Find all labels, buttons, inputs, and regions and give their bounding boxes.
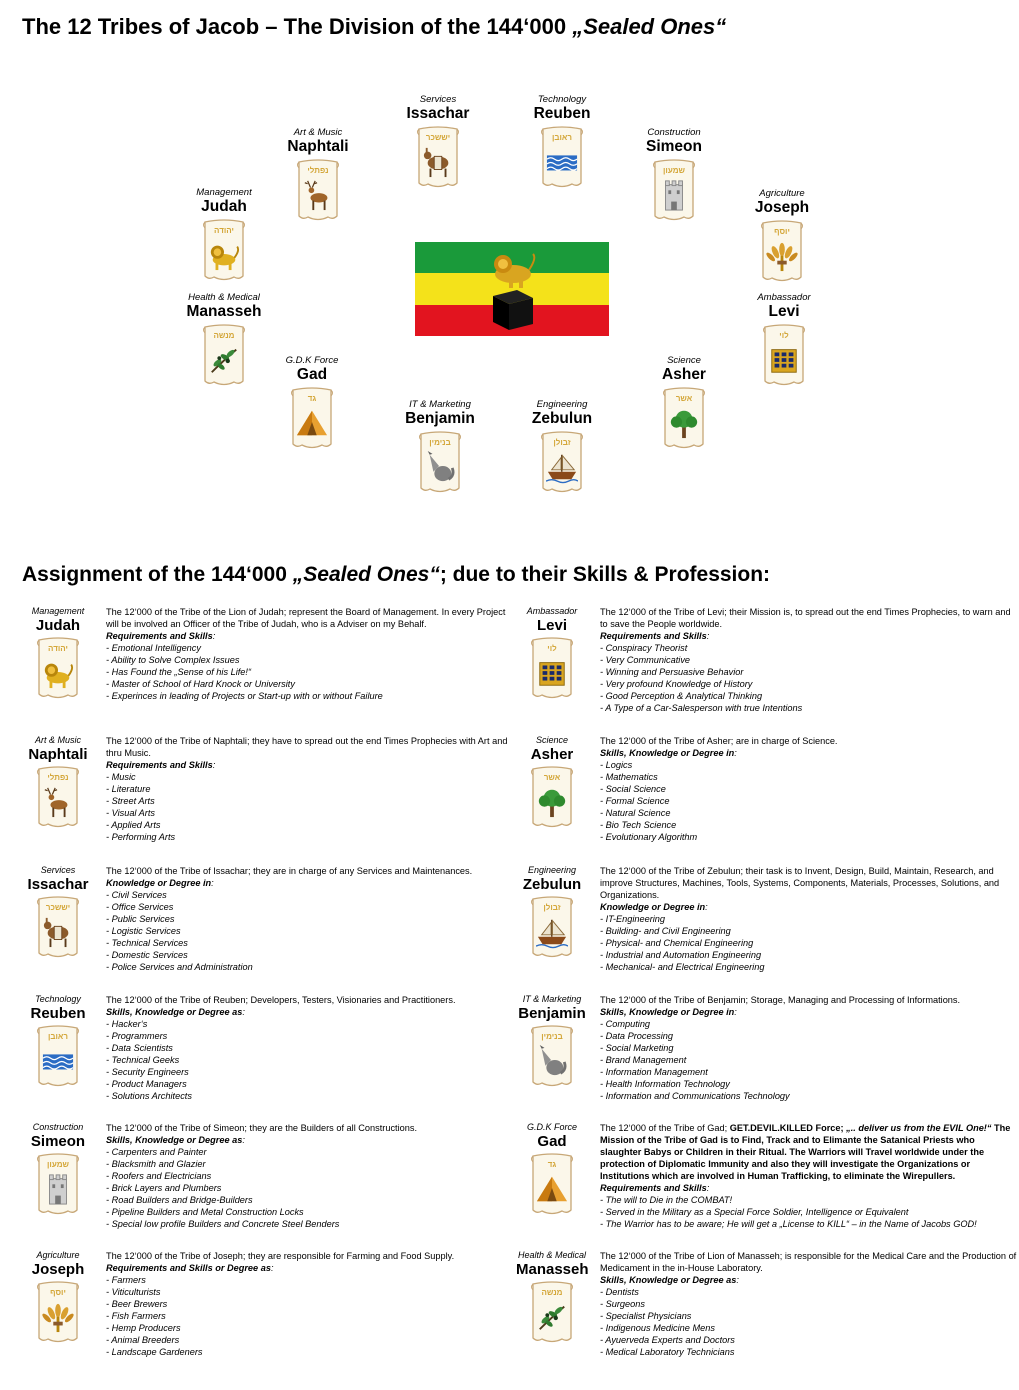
tribe-name: Issachar: [406, 105, 470, 122]
tribe-name: Naphtali: [28, 746, 88, 763]
skill-item: - Viticulturists: [106, 1287, 161, 1297]
tribe-name: Reuben: [30, 1005, 86, 1022]
banner-scroll: [33, 895, 83, 959]
flag: [415, 242, 609, 336]
tribe-category: Ambassador: [526, 606, 578, 616]
tribe-entry-naphtali: [22, 735, 516, 860]
hebrew-name: מנשה: [213, 331, 235, 340]
entry-text: [106, 606, 516, 702]
skills-list: [106, 771, 516, 843]
tent-icon: [536, 1172, 568, 1206]
skill-item: - Information Management: [600, 1067, 708, 1077]
hebrew-name: לוי: [779, 331, 789, 340]
skill-item: - Dentists: [600, 1287, 639, 1297]
tribe-entry-levi: [516, 606, 1018, 731]
tribe-badge: [516, 865, 588, 959]
wheat-icon: [42, 1300, 74, 1334]
entry-text: [600, 735, 1018, 843]
banner-scroll: [527, 1152, 577, 1216]
ship-icon: [536, 915, 568, 949]
banner-scroll: [33, 636, 83, 700]
tribe-category: Agriculture: [36, 1250, 80, 1260]
tribe-entry-simeon: [22, 1122, 516, 1247]
skill-item: - Brand Management: [600, 1055, 687, 1065]
entry-intro: The 12‘000 of the Tribe of Reuben; Developers, Testers, Visionaries and Practitioners.: [106, 995, 456, 1005]
skill-item: - Experinces in leading of Projects or Start-up with or without Failure: [106, 691, 383, 701]
skill-item: - Beer Brewers: [106, 1299, 168, 1309]
entry-intro: The 12‘000 of the Tribe of Levi; their Mission is, to spread out the end Times Prophecies, to warn and to save the People worldwide.: [600, 607, 1011, 629]
skill-item: - Blacksmith and Glazier: [106, 1159, 206, 1169]
skills-list: [600, 642, 1018, 714]
tribe-badge: [516, 606, 588, 700]
skill-item: - Evolutionary Algorithm: [600, 832, 698, 842]
lion-icon: [208, 238, 240, 272]
hebrew-name: גד: [307, 394, 317, 403]
tower-icon: [658, 178, 690, 212]
tribe-name: Levi: [536, 617, 567, 634]
banner-scroll: [287, 386, 337, 450]
skill-item: - A Type of a Car-Salesperson with true Intentions: [600, 703, 803, 713]
tribe-category: Art & Music: [34, 735, 81, 745]
banner-scroll: [659, 386, 709, 450]
skill-item: - Ayuerveda Experts and Doctors: [600, 1335, 735, 1345]
hebrew-name: נפתלי: [307, 166, 329, 175]
tribe-badge: [516, 735, 588, 829]
hebrew-name: בנימין: [541, 1032, 563, 1041]
skill-item: - Landscape Gardeners: [106, 1347, 203, 1357]
entry-intro: The 12‘000 of the Tribe of Naphtali; they have to spread out the end Times Prophecies with Art and thru Music.: [106, 736, 508, 758]
skill-item: - Ability to Solve Complex Issues: [106, 655, 240, 665]
entry-text: [600, 865, 1018, 973]
skill-item: - Office Services: [106, 902, 174, 912]
skill-item: - Served in the Military as a Special Force Soldier, Intelligence or Equivalent: [600, 1207, 909, 1217]
tribe-badge: [22, 735, 94, 829]
hebrew-name: זבולן: [553, 438, 571, 447]
entry-intro: The 12‘000 of the Tribe of Simeon; they are the Builders of all Constructions.: [106, 1123, 418, 1133]
wheel-tribe-benjamin: [380, 399, 500, 494]
skill-item: - Civil Services: [106, 890, 167, 900]
tribe-badge: [516, 1250, 588, 1344]
hebrew-name: נפתלי: [47, 773, 69, 782]
entry-text: [106, 1122, 516, 1230]
skill-item: - Brick Layers and Plumbers: [106, 1183, 222, 1193]
wolf-icon: [536, 1044, 568, 1078]
skill-item: - Hemp Producers: [106, 1323, 181, 1333]
tribe-category: G.D.K Force: [526, 1122, 577, 1132]
skill-item: - Very Communicative: [600, 655, 691, 665]
requirements-label: Requirements and Skills:: [106, 631, 216, 641]
lion-icon: [42, 656, 74, 690]
skill-item: - Winning and Persuasive Behavior: [600, 667, 744, 677]
wheel-tribe-issachar: [378, 94, 498, 189]
skill-item: - Information and Communications Technology: [600, 1091, 790, 1101]
skill-item: - IT-Engineering: [600, 914, 666, 924]
entry-text: [106, 994, 516, 1102]
wheel-tribe-gad: [252, 355, 372, 450]
tribe-name: Joseph: [754, 199, 810, 216]
tribe-badge: [22, 865, 94, 959]
tribe-category: Construction: [32, 1122, 84, 1132]
skill-item: - Emotional Intelligency: [106, 643, 201, 653]
tribe-entry-judah: [22, 606, 516, 731]
tribe-category: Technology: [537, 94, 587, 105]
entry-intro: The 12‘000 of the Tribe of Benjamin; Storage, Managing and Processing of Informations.: [600, 995, 961, 1005]
requirements-label: Requirements and Skills:: [600, 1183, 710, 1193]
donkey-icon: [422, 145, 454, 179]
tribe-name: Gad: [537, 1133, 567, 1150]
tribe-badge: [22, 1250, 94, 1344]
tribe-category: IT & Marketing: [409, 399, 471, 410]
skill-item: - Has Found the „Sense of his Life!“: [106, 667, 252, 677]
donkey-icon: [42, 915, 74, 949]
tribe-name: Gad: [296, 366, 328, 383]
tribe-category: IT & Marketing: [522, 994, 582, 1004]
banner-scroll: [33, 1280, 83, 1344]
tribe-entry-manasseh: [516, 1250, 1018, 1375]
tribe-name: Simeon: [30, 1133, 86, 1150]
skills-list: [600, 913, 1018, 973]
cube-icon: [489, 286, 537, 332]
tribe-category: Construction: [647, 127, 701, 138]
tribe-category: Services: [40, 865, 76, 875]
skill-item: - Visual Arts: [106, 808, 156, 818]
skills-list: [106, 642, 516, 702]
entry-text: [600, 1250, 1018, 1358]
skill-item: - Medical Laboratory Technicians: [600, 1347, 735, 1357]
hebrew-name: אשר: [543, 773, 561, 782]
skill-item: - Health Information Technology: [600, 1079, 730, 1089]
hebrew-name: בנימין: [429, 438, 451, 447]
skills-list: [600, 1286, 1018, 1358]
skills-list: [106, 889, 516, 973]
hebrew-name: יששכר: [425, 133, 451, 142]
tribe-name: Judah: [35, 617, 81, 634]
banner-scroll: [537, 125, 587, 189]
requirements-label: Requirements and Skills:: [106, 760, 216, 770]
banner-scroll: [33, 765, 83, 829]
skill-item: - Data Processing: [600, 1031, 674, 1041]
tribe-name: Naphtali: [287, 138, 349, 155]
banner-scroll: [293, 158, 343, 222]
tent-icon: [296, 406, 328, 440]
tribe-name: Asher: [662, 366, 706, 383]
tribe-name: Simeon: [646, 138, 702, 155]
banner-scroll: [415, 430, 465, 494]
tribe-category: G.D.K Force: [285, 355, 339, 366]
tribe-category: Engineering: [527, 865, 577, 875]
olive-branch-icon: [536, 1300, 568, 1334]
banner-scroll: [757, 219, 807, 283]
skill-item: - Programmers: [106, 1031, 168, 1041]
tribe-category: Science: [667, 355, 701, 366]
skill-item: - Security Engineers: [106, 1067, 189, 1077]
breastplate-icon: [536, 656, 568, 690]
entry-text: [106, 865, 516, 973]
tribe-category: Management: [196, 187, 252, 198]
wheat-icon: [766, 239, 798, 273]
skills-list: [106, 1018, 516, 1102]
tribe-category: Management: [31, 606, 85, 616]
tribe-badge: [516, 994, 588, 1088]
skill-item: - Logics: [600, 760, 633, 770]
skill-item: - Applied Arts: [106, 820, 161, 830]
skill-item: - Master of School of Hard Knock or University: [106, 679, 295, 689]
hebrew-name: לוי: [547, 644, 557, 653]
tribe-name: Joseph: [31, 1261, 85, 1278]
skill-item: - Special low profile Builders and Concrete Steel Benders: [106, 1219, 340, 1229]
skills-list: [600, 1194, 1018, 1230]
skill-item: - Police Services and Administration: [106, 962, 253, 972]
tribe-badge: [22, 1122, 94, 1216]
skill-item: - Social Marketing: [600, 1043, 674, 1053]
tribe-name: Reuben: [533, 105, 591, 122]
hebrew-name: יוסף: [774, 227, 790, 236]
skill-item: - Technical Services: [106, 938, 188, 948]
skill-item: - Product Managers: [106, 1079, 187, 1089]
requirements-label: Skills, Knowledge or Degree as:: [106, 1007, 245, 1017]
skill-item: - Data Scientists: [106, 1043, 173, 1053]
skill-item: - Pipeline Builders and Metal Construction Locks: [106, 1207, 304, 1217]
skills-list: [600, 759, 1018, 843]
deer-icon: [302, 178, 334, 212]
hebrew-name: ראובן: [47, 1032, 68, 1041]
skills-list: [600, 1018, 1018, 1102]
skill-item: - Logistic Services: [106, 926, 181, 936]
deer-icon: [42, 785, 74, 819]
hebrew-name: מנשה: [541, 1288, 563, 1297]
water-icon: [546, 145, 578, 179]
hebrew-name: שמעון: [663, 166, 685, 175]
tribe-category: Ambassador: [757, 292, 811, 303]
skill-item: - Hacker‘s: [106, 1019, 148, 1029]
lion-icon: [489, 252, 537, 288]
banner-scroll: [527, 1280, 577, 1344]
tribe-entry-benjamin: [516, 994, 1018, 1119]
banner-scroll: [649, 158, 699, 222]
skill-item: - The Warrior has to be aware; He will get a „License to KILL“ – in the Name of Jacobs GOD!: [600, 1219, 977, 1229]
entry-intro: The 12‘000 of the Tribe of Joseph; they are responsible for Farming and Food Supply.: [106, 1251, 455, 1261]
entry-intro: The 12‘000 of the Tribe of Zebulun; their task is to Invent, Design, Build, Maintain, Research, and improve Structures, Machines, Tools, Systems, Components, Materials, Processes, Solutions, and Organizations.: [600, 866, 1000, 900]
skill-item: - Technical Geeks: [106, 1055, 180, 1065]
tribe-category: Health & Medical: [517, 1250, 587, 1260]
skill-item: - Indigenous Medicine Mens: [600, 1323, 715, 1333]
entry-intro: The 12‘000 of the Tribe of the Lion of Judah; represent the Board of Management. In every Project will be involved an Officer of the Tribe of Judah, who is a Adviser on my Behalf.: [106, 607, 506, 629]
skill-item: - Carpenters and Painter: [106, 1147, 207, 1157]
tribe-entry-reuben: [22, 994, 516, 1119]
tribe-badge: [22, 994, 94, 1088]
tribe-category: Engineering: [536, 399, 588, 410]
skill-item: - Good Perception & Analytical Thinking: [600, 691, 763, 701]
skill-item: - The will to Die in the COMBAT!: [600, 1195, 733, 1205]
tribe-name: Zebulun: [531, 410, 593, 427]
skill-item: - Natural Science: [600, 808, 671, 818]
skill-item: - Literature: [106, 784, 151, 794]
tribe-entry-gad: [516, 1122, 1018, 1247]
skill-item: - Street Arts: [106, 796, 155, 806]
requirements-label: Skills, Knowledge or Degree as:: [600, 1275, 739, 1285]
skill-item: - Public Services: [106, 914, 175, 924]
entry-text: [106, 735, 516, 843]
skill-item: - Road Builders and Bridge-Builders: [106, 1195, 253, 1205]
banner-scroll: [527, 636, 577, 700]
skill-item: - Conspiracy Theorist: [600, 643, 688, 653]
wheel-tribe-zebulun: [502, 399, 622, 494]
skill-item: - Bio Tech Science: [600, 820, 677, 830]
wheel-tribe-reuben: [502, 94, 622, 189]
hebrew-name: ראובן: [551, 133, 572, 142]
skill-item: - Fish Farmers: [106, 1311, 166, 1321]
requirements-label: Requirements and Skills:: [600, 631, 710, 641]
tribe-name: Benjamin: [405, 410, 475, 427]
skill-item: - Music: [106, 772, 136, 782]
entry-intro: The 12‘000 of the Tribe of Asher; are in charge of Science.: [600, 736, 838, 746]
banner-scroll: [527, 765, 577, 829]
skills-list: [106, 1146, 516, 1230]
banner-scroll: [759, 323, 809, 387]
entry-intro: The 12‘000 of the Tribe of Gad; GET.DEVIL.KILLED Force; „.. deliver us from the EVIL One!“ The Mission of the Tribe of Gad is to Find, Track and to Elimante the Satanical Priests who slaughter Babys or Children in their Ritual. The Warriors will Travel worldwide under the protection of Diplomatic Immunity and also they will investigate the Organizations or Institutions which are involved in Human Trafficking, to eliminate the Wirepullers.: [600, 1123, 1011, 1181]
hebrew-name: גד: [547, 1160, 557, 1169]
hebrew-name: אשר: [675, 394, 693, 403]
requirements-label: Skills, Knowledge or Degree in:: [600, 1007, 737, 1017]
banner-scroll: [537, 430, 587, 494]
tribe-name: Asher: [530, 746, 574, 763]
tribe-name: Manasseh: [516, 1261, 589, 1278]
wheel-tribe-joseph: [722, 188, 842, 283]
tree-icon: [668, 406, 700, 440]
tribe-category: Services: [419, 94, 457, 105]
banner-scroll: [33, 1024, 83, 1088]
requirements-label: Knowledge or Degree in:: [106, 878, 214, 888]
entry-text: [106, 1250, 516, 1358]
tribe-category: Science: [535, 735, 569, 745]
page-title: The 12 Tribes of Jacob – The Division of the 144‘000 „Sealed Ones“: [22, 14, 727, 39]
skills-list: [106, 1274, 516, 1358]
banner-scroll: [527, 895, 577, 959]
banner-scroll: [33, 1152, 83, 1216]
banner-scroll: [199, 323, 249, 387]
skill-item: - Domestic Services: [106, 950, 188, 960]
skill-item: - Social Science: [600, 784, 666, 794]
tribe-category: Health & Medical: [188, 292, 260, 303]
skill-item: - Animal Breeders: [106, 1335, 180, 1345]
skill-item: - Mechanical- and Electrical Engineering: [600, 962, 765, 972]
skill-item: - Specialist Physicians: [600, 1311, 692, 1321]
wheel-tribe-simeon: [614, 127, 734, 222]
tribe-entry-asher: [516, 735, 1018, 860]
requirements-label: Requirements and Skills or Degree as:: [106, 1263, 274, 1273]
hebrew-name: זבולן: [543, 903, 561, 912]
requirements-label: Knowledge or Degree in:: [600, 902, 708, 912]
tribe-category: Agriculture: [759, 188, 805, 199]
tribe-category: Technology: [35, 994, 81, 1004]
tribe-entry-issachar: [22, 865, 516, 990]
wheel-tribe-asher: [624, 355, 744, 450]
skill-item: - Physical- and Chemical Engineering: [600, 938, 754, 948]
requirements-label: Skills, Knowledge or Degree as:: [106, 1135, 245, 1145]
entry-text: [600, 1122, 1018, 1230]
banner-scroll: [527, 1024, 577, 1088]
wheel-tribe-judah: [164, 187, 284, 282]
skill-item: - Performing Arts: [106, 832, 176, 842]
skill-item: - Roofers and Electricians: [106, 1171, 212, 1181]
ship-icon: [546, 450, 578, 484]
skill-item: - Farmers: [106, 1275, 146, 1285]
banner-scroll: [199, 218, 249, 282]
entry-intro: The 12‘000 of the Tribe of Issachar; they are in charge of any Services and Maintenances.: [106, 866, 473, 876]
entry-intro: The 12‘000 of the Tribe of Lion of Manasseh; is responsible for the Medical Care and the Production of Medicament in the in-House Laboratory.: [600, 1251, 1017, 1273]
tribe-category: Art & Music: [293, 127, 343, 138]
tribe-name: Manasseh: [186, 303, 262, 320]
tribe-name: Judah: [201, 198, 247, 215]
skill-item: - Computing: [600, 1019, 651, 1029]
water-icon: [42, 1044, 74, 1078]
section-title: Assignment of the 144‘000 „Sealed Ones“; due to their Skills & Profession:: [22, 563, 771, 586]
tribe-name: Levi: [768, 303, 800, 320]
hebrew-name: יוסף: [50, 1288, 66, 1297]
tower-icon: [42, 1172, 74, 1206]
skill-item: - Mathematics: [600, 772, 658, 782]
hebrew-name: יהודה: [214, 226, 234, 235]
breastplate-icon: [768, 343, 800, 377]
skill-item: - Building- and Civil Engineering: [600, 926, 731, 936]
tribe-entry-joseph: [22, 1250, 516, 1375]
wolf-icon: [424, 450, 456, 484]
tree-icon: [536, 785, 568, 819]
olive-branch-icon: [208, 343, 240, 377]
skill-item: - Solutions Architects: [106, 1091, 192, 1101]
entry-text: [600, 994, 1018, 1102]
hebrew-name: שמעון: [47, 1160, 69, 1169]
tribe-name: Zebulun: [522, 876, 582, 893]
tribe-name: Issachar: [27, 876, 89, 893]
tribe-badge: [516, 1122, 588, 1216]
skill-item: - Formal Science: [600, 796, 670, 806]
skill-item: - Industrial and Automation Engineering: [600, 950, 762, 960]
banner-scroll: [413, 125, 463, 189]
skill-item: - Surgeons: [600, 1299, 645, 1309]
hebrew-name: יהודה: [48, 644, 68, 653]
tribe-entry-zebulun: [516, 865, 1018, 990]
tribe-name: Benjamin: [518, 1005, 586, 1022]
hebrew-name: יששכר: [45, 903, 71, 912]
requirements-label: Skills, Knowledge or Degree in:: [600, 748, 737, 758]
entry-text: [600, 606, 1018, 714]
skill-item: - Very profound Knowledge of History: [600, 679, 753, 689]
tribe-badge: [22, 606, 94, 700]
